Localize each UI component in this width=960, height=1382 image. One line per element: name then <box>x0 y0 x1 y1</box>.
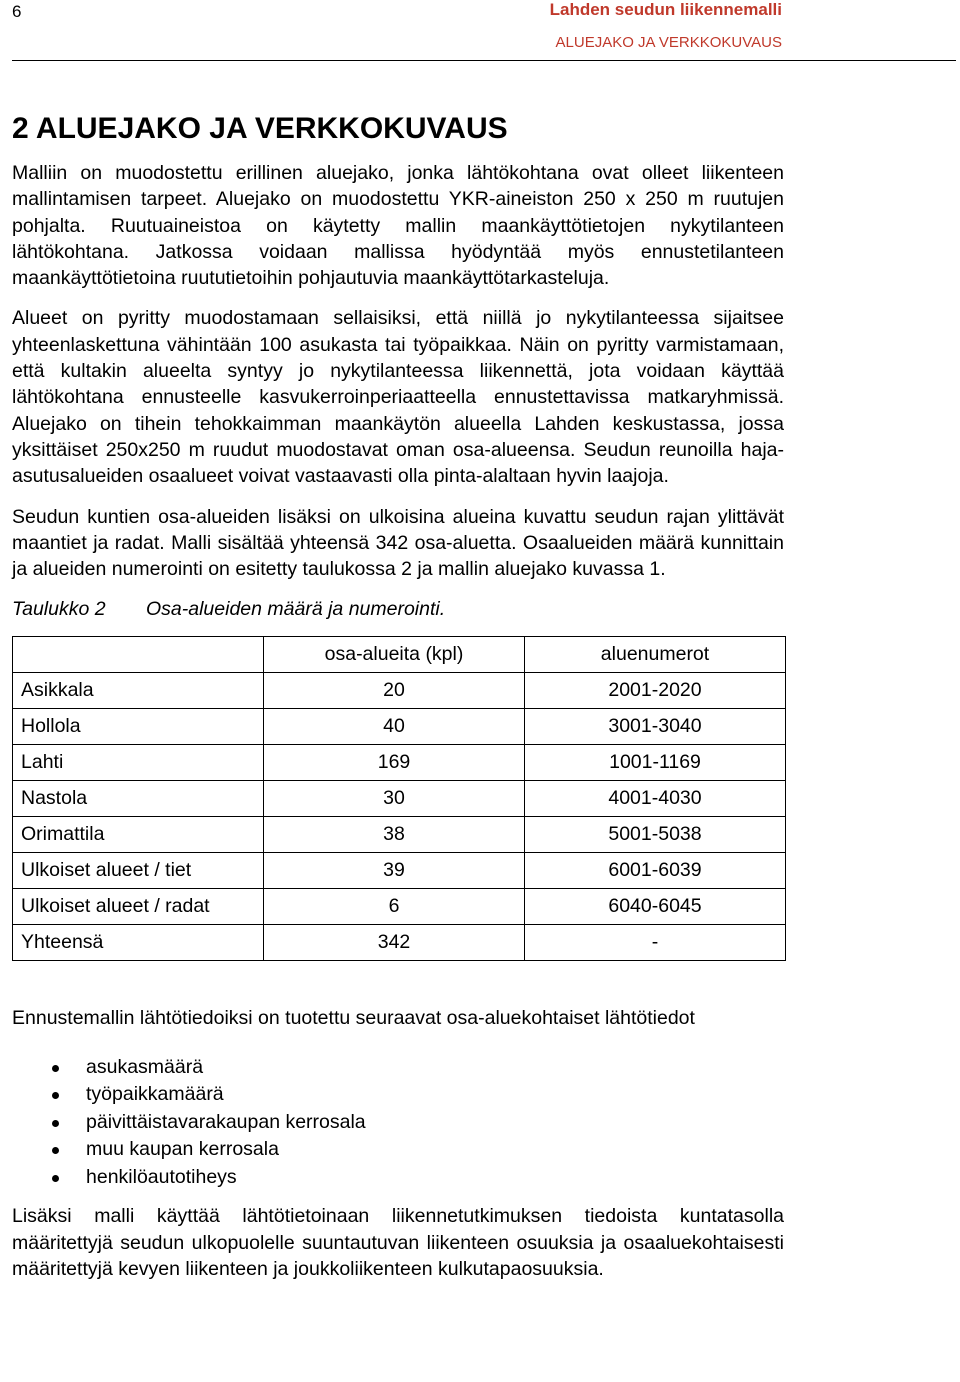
table-cell-name: Yhteensä <box>13 925 264 961</box>
table-row <box>13 745 786 781</box>
table-row-total <box>13 925 786 961</box>
bullet-icon <box>52 1147 59 1154</box>
table-cell-count: 169 <box>264 745 525 781</box>
table-cell-range: 3001-3040 <box>525 709 786 745</box>
table-cell-range: - <box>525 925 786 961</box>
list-item <box>12 1054 784 1082</box>
table-cell-name: Asikkala <box>13 673 264 709</box>
table-cell-count: 6 <box>264 889 525 925</box>
bullet-icon <box>52 1120 59 1127</box>
table-cell-name: Nastola <box>13 781 264 817</box>
table-cell-count: 30 <box>264 781 525 817</box>
paragraph-areas: Alueet on pyritty muodostamaan sellaisiksi, että niillä jo nykytilanteessa sijaitsee yhteenlaskettuna vähintään 100 asukasta tai työpaikkaa. Näin on pyritty varmistamaan, että kultakin alueelta syntyy jo nykytilanteessa liikennettä, jota voidaan käyttää lähtökohtana ennusteelle kasvukerroinperiaatteella ennustettavissa matkaryhmissä. Aluejako on tihein tehokkaimman maankäytön alueella Lahden keskustassa, jossa yksittäiset 250x250 m ruudut muodostavat oman osa-alueensa. Seudun reunoilla haja-asutusalueiden osaalueet voivat vastaavasti olla pinta-alaltaan hyvin laajoja. <box>12 307 784 488</box>
table-caption-number: Taulukko 2 <box>12 598 106 621</box>
paragraph-external-areas: Seudun kuntien osa-alueiden lisäksi on ulkoisina alueina kuvattu seudun rajan ylittävät maantiet ja radat. Malli sisältää yhteensä 342 osa-aluetta. Osaalueiden määrä kunnittain ja alueiden numerointi on esitetty taulukossa 2 ja mallin aluejako kuvassa 1. <box>12 505 784 581</box>
list-item <box>12 1164 784 1192</box>
document-title: Lahden seudun liikennemalli <box>549 0 782 19</box>
table-header-cell: osa-alueita (kpl) <box>264 637 525 673</box>
table-row <box>13 781 786 817</box>
table-row <box>13 673 786 709</box>
table-row <box>13 709 786 745</box>
table-caption-text: Osa-alueiden määrä ja numerointi. <box>146 598 446 621</box>
table-header-row <box>13 637 786 673</box>
bullet-icon <box>52 1065 59 1072</box>
table-cell-count: 39 <box>264 853 525 889</box>
list-item-text: päivittäistavarakaupan kerrosala <box>86 1110 366 1133</box>
table-header-cell <box>13 637 264 673</box>
table-cell-range: 2001-2020 <box>525 673 786 709</box>
section-name: ALUEJAKO JA VERKKOKUVAUS <box>555 34 782 51</box>
list-item-text: asukasmäärä <box>86 1055 204 1078</box>
list-item <box>12 1081 784 1109</box>
main-content <box>12 108 784 1282</box>
paragraph-final: Lisäksi malli käyttää lähtötietoinaan liikennetutkimuksen tiedoista kuntatasolla määritettyjä seudun ulkopuolelle suuntautuvan liikenteen osuuksia ja osaaluekohtaisesti määritettyjä kevyen liikenteen ja joukkoliikenteen kulkutapaosuuksia. <box>12 1205 784 1280</box>
header-divider <box>12 60 956 61</box>
bullet-icon <box>52 1092 59 1099</box>
list-item <box>12 1109 784 1137</box>
table-cell-count: 38 <box>264 817 525 853</box>
table-cell-name: Ulkoiset alueet / radat <box>13 889 264 925</box>
list-item <box>12 1136 784 1164</box>
table-cell-range: 1001-1169 <box>525 745 786 781</box>
table-cell-range: 6001-6039 <box>525 853 786 889</box>
list-item-text: henkilöautotiheys <box>86 1165 237 1188</box>
table-caption <box>12 596 784 622</box>
running-header <box>0 0 782 20</box>
table-row <box>13 853 786 889</box>
paragraph-intro: Malliin on muodostettu erillinen aluejako, jonka lähtökohtana ovat olleet liikenteen mallintamisen tarpeet. Aluejako on muodostettu YKR-aineiston 250 x 250 m ruutujen pohjalta. Ruutuaineistoa on käytetty mallin maankäyttötietojen nykytilanteen lähtökohtana. Jatkossa voidaan mallissa hyödyntää myös ennustetilanteen maankäyttötietoina ruututietoihin pohjautuvia maankäyttötarkasteluja. <box>12 162 784 290</box>
table-cell-name: Hollola <box>13 709 264 745</box>
table-cell-name: Orimattila <box>13 817 264 853</box>
table-row <box>13 817 786 853</box>
table-cell-name: Lahti <box>13 745 264 781</box>
page-number: 6 <box>12 2 22 21</box>
table-cell-range: 5001-5038 <box>525 817 786 853</box>
table-cell-count: 20 <box>264 673 525 709</box>
table-cell-range: 4001-4030 <box>525 781 786 817</box>
list-item-text: työpaikkamäärä <box>86 1083 224 1106</box>
list-intro: Ennustemallin lähtötiedoiksi on tuotettu seuraavat osa-aluekohtaiset lähtötiedot <box>12 1007 695 1030</box>
table-cell-name: Ulkoiset alueet / tiet <box>13 853 264 889</box>
zones-table <box>12 636 786 961</box>
section-heading: 2 ALUEJAKO JA VERKKOKUVAUS <box>12 112 508 145</box>
input-data-list <box>12 1054 784 1192</box>
table-row <box>13 889 786 925</box>
table-header-cell: aluenumerot <box>525 637 786 673</box>
table-cell-count: 342 <box>264 925 525 961</box>
bullet-icon <box>52 1175 59 1182</box>
running-header-section <box>0 34 782 51</box>
table-cell-range: 6040-6045 <box>525 889 786 925</box>
table-cell-count: 40 <box>264 709 525 745</box>
list-item-text: muu kaupan kerrosala <box>86 1138 279 1161</box>
